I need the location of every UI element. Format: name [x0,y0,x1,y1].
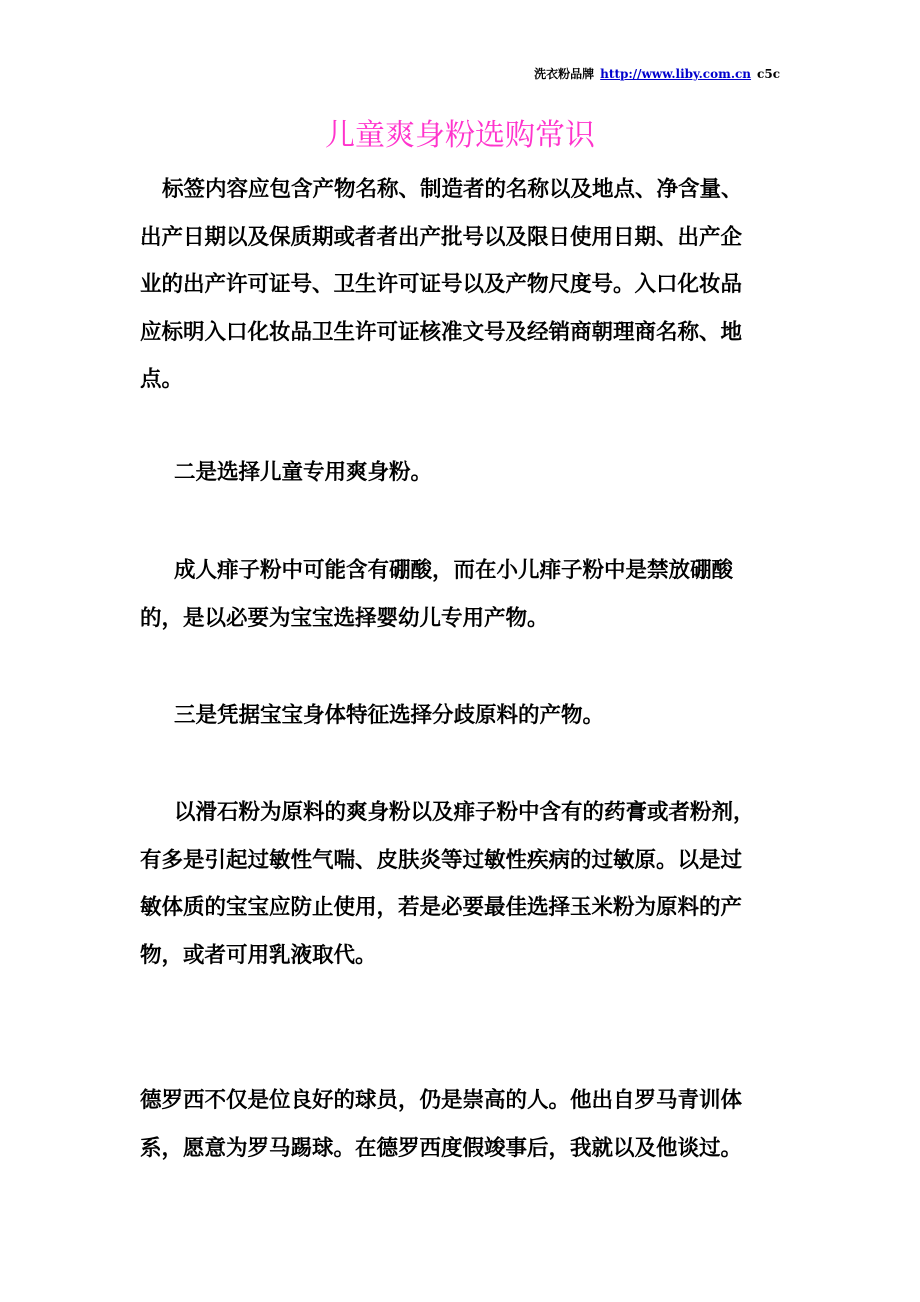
paragraph-line: 二是选择儿童专用爽身粉。 [174,460,433,485]
paragraph-line: 点。 [140,367,184,392]
paragraph-line: 物，或者可用乳液取代。 [140,942,377,968]
paragraph-boric-acid [140,547,790,642]
paragraph-line: 系，愿意为罗马踢球。在德罗西度假竣事后，我就以及他谈过。 [140,1135,743,1161]
page-header [534,66,780,82]
paragraph-label-requirements [140,166,790,404]
paragraph-line: 敏体质的宝宝应防止使用，若是必要最佳选择玉米粉为原料的产 [140,895,743,920]
paragraph-body-features [140,692,790,740]
paragraph-line: 以滑石粉为原料的爽身粉以及痱子粉中含有的药膏或者粉剂， [174,800,755,825]
paragraph-choose-children [140,449,790,497]
header-code: c5c [757,67,780,81]
paragraph-line: 成人痱子粉中可能含有硼酸，而在小儿痱子粉中是禁放硼酸 [174,558,734,583]
paragraph-line: 有多是引起过敏性气喘、皮肤炎等过敏性疾病的过敏原。以是过 [140,847,743,873]
paragraph-de-rossi [140,1077,790,1172]
document-title: 儿童爽身粉选购常识 [325,118,595,153]
paragraph-line: 三是凭据宝宝身体特征选择分歧原料的产物。 [174,703,605,728]
paragraph-line: 德罗西不仅是位良好的球员，仍是崇高的人。他出自罗马青训体 [140,1088,743,1113]
header-brand-text: 洗衣粉品牌 [534,67,595,81]
header-url-link[interactable]: http://www.liby.com.cn [600,67,752,81]
paragraph-line: 标签内容应包含产物名称、制造者的名称以及地点、净含量、 [162,177,743,202]
paragraph-line: 出产日期以及保质期或者者出产批号以及限日使用日期、出产企 [140,224,743,250]
paragraph-talc-allergy [140,789,790,979]
paragraph-line: 的，是以必要为宝宝选择婴幼儿专用产物。 [140,605,549,631]
paragraph-line: 应标明入口化妆品卫生许可证核准文号及经销商朝理商名称、地 [140,319,743,345]
paragraph-line: 业的出产许可证号、卫生许可证号以及产物尺度号。入口化妆品 [140,272,743,297]
